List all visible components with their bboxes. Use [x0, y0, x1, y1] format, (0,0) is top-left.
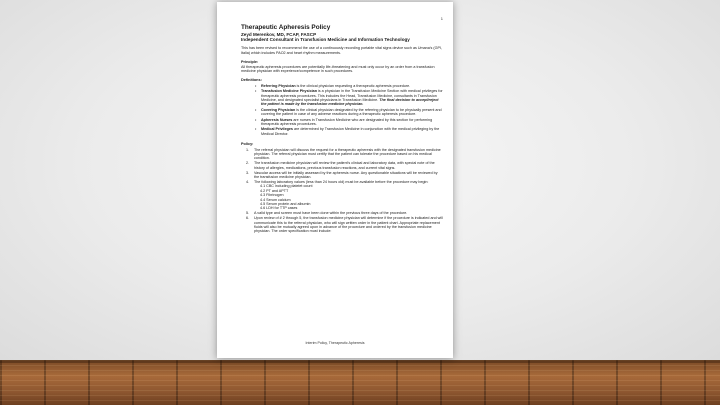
- definition-text: is the clinical physician designated by the referring physician to be physically present and covering the patient in case of any adverse reactions during a therapeutic apheresis procedure.: [261, 107, 442, 117]
- policy-item-text: The transfusion medicine physician will review the patient's clinical and laboratory data, with special note of the history of allergies, medications, previous transfusion reactions, and current vital signs.: [254, 161, 435, 170]
- policy-item: [246, 147, 443, 161]
- definitions-heading: Definitions:: [241, 78, 262, 83]
- policy-item-number: 1.: [246, 147, 250, 152]
- definition-term: Covering Physician: [261, 107, 296, 112]
- page-number: 1: [440, 16, 443, 21]
- document-author-role: Independent Consultant in Transfusion Medicine and Information Technology: [241, 36, 410, 42]
- definition-term: Medical Privileges: [261, 127, 293, 132]
- definition-item: [261, 89, 443, 107]
- policy-item-text: The referral physician will discuss the request for a therapeutic apheresis with the designated transfusion medicine physician. The referral physician must certify that the patient can tolerate the procedure based on his medical condition.: [254, 147, 441, 161]
- definition-text: are nurses in Transfusion Medicine who are designated by this section for performing therapeutic apheresis procedures.: [261, 117, 433, 126]
- lab-values-list: [254, 184, 443, 210]
- policy-item-number: 4.: [246, 179, 250, 184]
- policy-item: [246, 170, 443, 180]
- definition-item: [261, 108, 443, 117]
- lab-value-item: 4.5 Serum protein and albumin: [260, 202, 311, 206]
- lab-value-item: 4.1 CBC including platelet count: [260, 184, 313, 189]
- policy-item: [246, 179, 443, 211]
- definition-text: are determined by Transfusion Medicine in conjunction with the medical privileging by the Medical Director.: [261, 127, 440, 136]
- definitions-list: [241, 84, 443, 136]
- policy-heading: Policy:: [241, 142, 254, 147]
- definition-item: [261, 118, 443, 127]
- definition-text: is a physician in the Transfusion Medicine Section with medical privileges for therapeutic apheresis procedures. This includes the Head, Transfusion Medicine, consultants in Transfusion Medicine, and designated specialist physicians in Transfusion Medicine.: [261, 89, 443, 102]
- policy-item-text: Vascular access will be initially assessed by the apheresis nurse. Any questionable situations will be reviewed by the transfusion medicine physician.: [254, 170, 438, 180]
- policy-item-number: 3.: [246, 170, 250, 175]
- definition-item: [261, 84, 443, 88]
- policy-item: [246, 216, 443, 234]
- wooden-floor: [0, 360, 720, 405]
- principle-heading: Principle:: [241, 60, 259, 65]
- policy-item-number: 2.: [246, 161, 250, 166]
- policy-item-number: 6.: [246, 216, 250, 221]
- definition-term: Referring Physician: [261, 83, 296, 88]
- policy-item-text: The following laboratory values (less than 24 hours old) must be available before the procedure may begin:: [254, 179, 429, 184]
- policy-item-number: 5.: [246, 211, 250, 216]
- document-title: Therapeutic Apheresis Policy: [241, 24, 331, 31]
- revision-note: This has been revised to recommend the use of a continuously recording portable vital signs device such as Umana's (GPI, Italia) which includes PAO2 and heart rhythm measurements.: [241, 46, 442, 55]
- lab-value-item: 4.4 Serum calcium: [260, 197, 291, 202]
- policy-item-text: Upon review of # 2 through 5, the transfusion medicine physician will determine if the procedure is indicated and will communicate this to the referral physician, who will sign written order in the patient chart. Appropriate replacement fluids will also be mutually agreed upon in advance of the procedure and ordered by the transfusion medicine physician. The order specification must include:: [254, 216, 443, 234]
- policy-item: [246, 211, 443, 216]
- document-author: Zeyd Merenkov, MD, FCAP, FASCP: [241, 31, 317, 37]
- definition-text: is the clinical physician requesting a therapeutic apheresis procedure.: [295, 83, 411, 88]
- definition-emphasis: The final decision to accept/reject the patient is made by the transfusion medicine physician.: [261, 97, 439, 107]
- policy-item: [246, 161, 443, 170]
- lab-value-item: 4.6 LDH for TTP cases: [260, 206, 298, 211]
- document-page: [217, 2, 453, 358]
- definition-term: Apheresis Nurses: [261, 117, 293, 122]
- definition-item: [261, 127, 443, 136]
- policy-list: [241, 148, 443, 234]
- page-footer: Interim Policy, Therapeutic Apheresis: [305, 341, 365, 345]
- principle-text: All therapeutic apheresis procedures are potentially life-threatening and must only occur by an order from a transfusion medicine physician with experience/competence in such procedures.: [241, 64, 435, 73]
- policy-item-text: A valid type and screen must have been done within the previous three days of the procedure.: [254, 211, 408, 216]
- lab-value-item: 4.2 PT and APTT: [260, 188, 289, 193]
- lab-value-item: 4.3 Fibrinogen: [260, 193, 284, 198]
- definition-term: Transfusion Medicine Physician: [261, 89, 317, 94]
